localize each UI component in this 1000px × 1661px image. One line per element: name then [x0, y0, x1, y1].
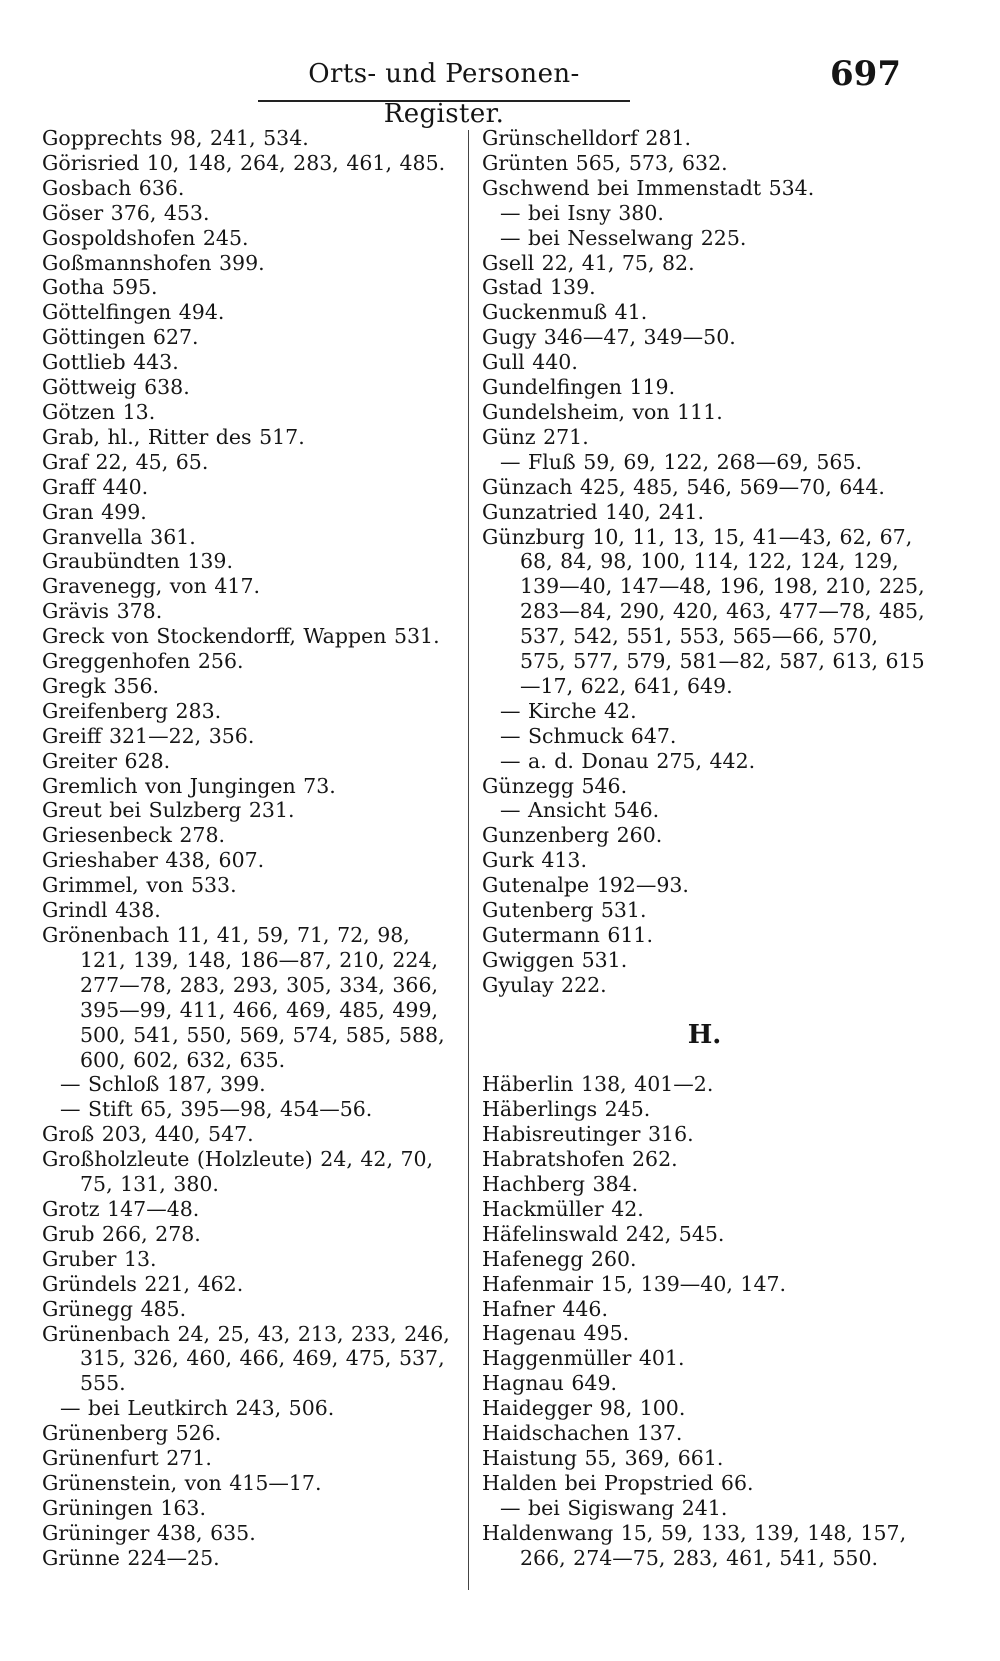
- index-subentry: — Stift 65, 395—98, 454—56.: [60, 1097, 373, 1122]
- index-entry: Greck von Stockendorff, Wappen 531.: [42, 624, 440, 649]
- index-entry: Gschwend bei Immenstadt 534.: [482, 175, 815, 200]
- index-entry: Grab, hl., Ritter des 517.: [42, 424, 305, 449]
- index-subentry: — Schloß 187, 399.: [60, 1072, 266, 1097]
- index-entry: Greggenhofen 256.: [42, 649, 244, 674]
- index-entry: Hafner 446.: [482, 1296, 608, 1321]
- index-entry: Gundelsheim, von 111.: [482, 399, 723, 424]
- index-entry: Hafenegg 260.: [482, 1246, 637, 1271]
- index-entry: Gutenberg 531.: [482, 898, 647, 923]
- index-entry: Göttweig 638.: [42, 375, 190, 400]
- index-entry: Großholzleute (Holzleute) 24, 42, 70, 75, 131, 380.: [42, 1147, 434, 1197]
- index-entry: Haidschachen 137.: [482, 1421, 683, 1446]
- index-entry: Gutermann 611.: [482, 923, 653, 947]
- index-entry: Hackmüller 42.: [482, 1196, 644, 1221]
- index-entry: Habratshofen 262.: [482, 1147, 678, 1172]
- index-entry: Gosbach 636.: [42, 175, 185, 200]
- index-entry: Grävis 378.: [42, 599, 163, 624]
- index-entry: Göttingen 627.: [42, 325, 199, 350]
- index-entry: Günzegg 546.: [482, 773, 628, 798]
- index-entry: Haistung 55, 369, 661.: [482, 1446, 724, 1470]
- index-entry: Goßmannshofen 399.: [42, 250, 265, 275]
- index-entry: Grünenstein, von 415—17.: [42, 1470, 322, 1495]
- index-subentry: — Schmuck 647.: [500, 723, 677, 748]
- index-entry: Göttelfingen 494.: [42, 300, 225, 325]
- index-entry: Günz 271.: [482, 424, 589, 449]
- index-subentry: — Fluß 59, 69, 122, 268—69, 565.: [500, 449, 862, 474]
- index-entry: Grünenbach 24, 25, 43, 213, 233, 246, 315, 326, 460, 466, 469, 475, 537, 555.: [42, 1321, 450, 1396]
- left-index-column: [42, 126, 457, 1571]
- index-entry: Griesenbeck 278.: [42, 823, 226, 848]
- index-entry: Göser 376, 453.: [42, 200, 210, 225]
- index-entry: Gundelfingen 119.: [482, 375, 676, 400]
- index-subentry: — bei Sigiswang 241.: [500, 1495, 728, 1520]
- index-entry: Häberlings 245.: [482, 1097, 651, 1122]
- index-entry: Greiter 628.: [42, 748, 171, 773]
- index-entry: Hafenmair 15, 139—40, 147.: [482, 1271, 787, 1296]
- index-entry: Häberlin 138, 401—2.: [482, 1072, 714, 1097]
- index-entry: Hachberg 384.: [482, 1172, 639, 1197]
- index-entry: Gyulay 222.: [482, 972, 607, 997]
- index-entry: Greifenberg 283.: [42, 698, 222, 723]
- index-entry: Grönenbach 11, 41, 59, 71, 72, 98, 121, 139, 148, 186—87, 210, 224, 277—78, 283, 293, 305, 334, 366, 395—99, 411, 466, 469, 485, 499, 500, 541, 550, 569, 574, 585, 588, 600, 602, 632, 635.: [42, 923, 445, 1072]
- index-entry: Guckenmuß 41.: [482, 300, 648, 325]
- index-entry: Grünenfurt 271.: [42, 1446, 212, 1471]
- index-entry: Grünschelldorf 281.: [482, 126, 692, 150]
- column-divider: [468, 130, 469, 1590]
- index-entry: Grieshaber 438, 607.: [42, 848, 265, 873]
- index-entry: Gopprechts 98, 241, 534.: [42, 126, 309, 150]
- index-entry: Gründels 221, 462.: [42, 1271, 244, 1296]
- index-subentry: — a. d. Donau 275, 442.: [500, 748, 756, 773]
- index-entry: Günzach 425, 485, 546, 569—70, 644.: [482, 474, 885, 499]
- index-entry: Greiff 321—22, 356.: [42, 723, 255, 748]
- index-entry: Grüninger 438, 635.: [42, 1520, 256, 1545]
- index-entry: Gunzenberg 260.: [482, 823, 663, 848]
- index-entry: Grindl 438.: [42, 898, 161, 923]
- index-entry: Grünegg 485.: [42, 1296, 187, 1321]
- index-entry: Grünne 224—25.: [42, 1545, 220, 1570]
- index-entry: Gottlieb 443.: [42, 350, 179, 375]
- index-entry: Häfelinswald 242, 545.: [482, 1221, 725, 1246]
- index-entry: Günzburg 10, 11, 13, 15, 41—43, 62, 67, 68, 84, 98, 100, 114, 122, 124, 129, 139—40, 147—48, 196, 198, 210, 225, 283—84, 290, 420, 463, 477—78, 485, 537, 542, 551, 553, 565—66, 570, 575, 577, 579, 581—82, 587, 613, 615—17, 622, 641, 649.: [482, 524, 925, 698]
- index-entry: Gremlich von Jungingen 73.: [42, 773, 336, 798]
- index-entry: Götzen 13.: [42, 399, 156, 424]
- index-entry: Gruber 13.: [42, 1246, 157, 1271]
- index-entry: Gravenegg, von 417.: [42, 574, 261, 599]
- index-entry: Gutenalpe 192—93.: [482, 873, 689, 898]
- index-entry: Grotz 147—48.: [42, 1196, 200, 1221]
- index-entry: Graubündten 139.: [42, 549, 233, 574]
- index-entry: Gugy 346—47, 349—50.: [482, 325, 736, 350]
- index-subentry: — Kirche 42.: [500, 698, 637, 723]
- index-entry: Görisried 10, 148, 264, 283, 461, 485.: [42, 150, 446, 175]
- index-entry: Grimmel, von 533.: [42, 873, 237, 898]
- index-entry: Graf 22, 45, 65.: [42, 449, 209, 474]
- index-entry: Halden bei Propstried 66.: [482, 1470, 754, 1495]
- index-entry: Grünten 565, 573, 632.: [482, 150, 728, 175]
- index-entry: Graff 440.: [42, 474, 149, 499]
- index-entry: Gotha 595.: [42, 275, 158, 300]
- section-letter-heading: H.: [687, 1019, 722, 1050]
- index-entry: Haggenmüller 401.: [482, 1346, 685, 1371]
- index-entry: Gull 440.: [482, 350, 578, 375]
- index-entry: Gstad 139.: [482, 275, 596, 300]
- right-index-column: [482, 126, 927, 1571]
- index-entry: Grub 266, 278.: [42, 1221, 201, 1246]
- index-subentry: — bei Nesselwang 225.: [500, 225, 747, 250]
- running-header: Orts- und Personen-Register.: [258, 54, 630, 102]
- index-entry: Groß 203, 440, 547.: [42, 1122, 254, 1147]
- index-entry: Haldenwang 15, 59, 133, 139, 148, 157, 266, 274—75, 283, 461, 541, 550.: [482, 1520, 907, 1570]
- index-entry: Gran 499.: [42, 499, 147, 524]
- index-entry: Grüningen 163.: [42, 1495, 206, 1520]
- index-entry: Gsell 22, 41, 75, 82.: [482, 250, 695, 275]
- index-entry: Grünenberg 526.: [42, 1421, 222, 1446]
- index-entry: Gwiggen 531.: [482, 947, 628, 972]
- index-entry: Gregk 356.: [42, 673, 160, 698]
- index-entry: Gunzatried 140, 241.: [482, 499, 704, 524]
- index-entry: Hagenau 495.: [482, 1321, 630, 1346]
- index-entry: Granvella 361.: [42, 524, 196, 549]
- index-subentry: — bei Leutkirch 243, 506.: [60, 1396, 335, 1421]
- index-entry: Habisreutinger 316.: [482, 1122, 694, 1147]
- index-entry: Greut bei Sulzberg 231.: [42, 798, 295, 823]
- index-subentry: — Ansicht 546.: [500, 798, 660, 823]
- index-entry: Hagnau 649.: [482, 1371, 618, 1396]
- index-entry: Haidegger 98, 100.: [482, 1396, 686, 1421]
- index-entry: Gospoldshofen 245.: [42, 225, 249, 250]
- index-subentry: — bei Isny 380.: [500, 200, 664, 225]
- page-number: 697: [830, 54, 901, 94]
- index-entry: Gurk 413.: [482, 848, 587, 873]
